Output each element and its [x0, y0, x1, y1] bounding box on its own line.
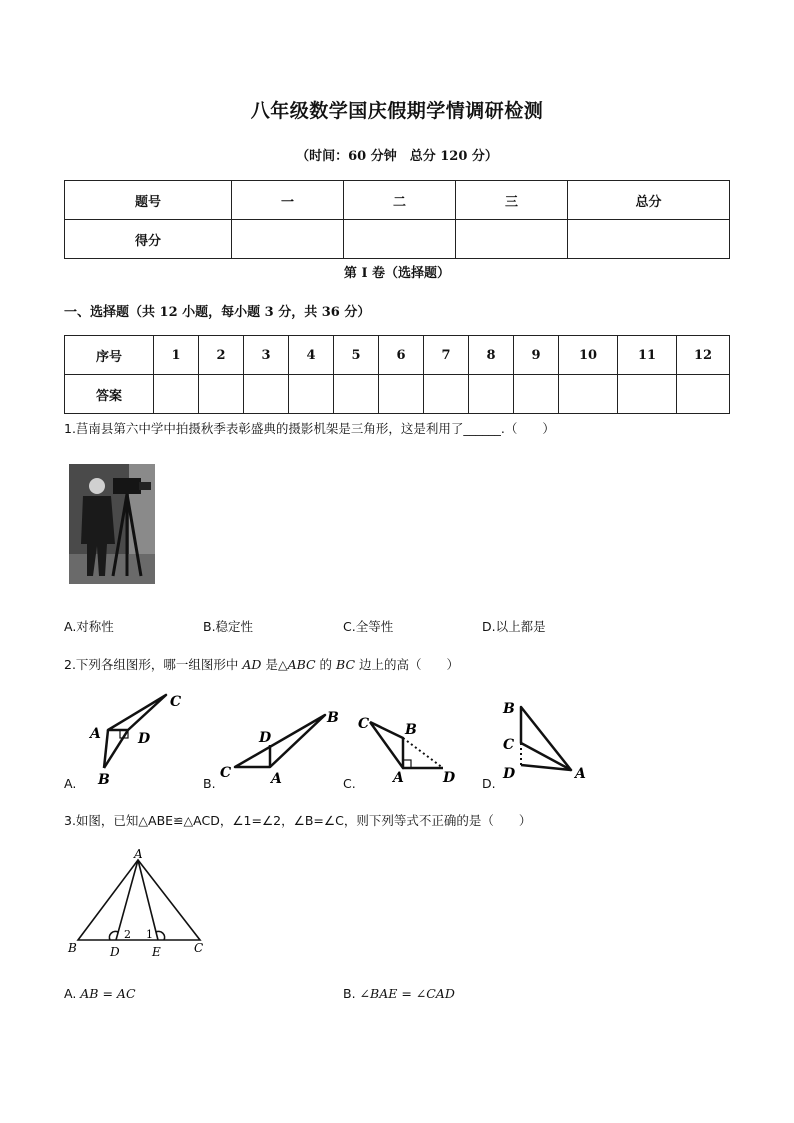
question-number: 9 — [514, 336, 559, 375]
angle-label: 1 — [146, 928, 153, 941]
score-input-cell[interactable] — [568, 220, 730, 259]
q2-text-part: 是△ — [261, 657, 288, 672]
vertex-label: B — [98, 772, 110, 788]
vertex-label: B — [503, 701, 515, 717]
q2-segment-ad: AD — [242, 657, 262, 672]
vertex-label: B — [68, 941, 77, 955]
question-number: 4 — [289, 336, 334, 375]
question-number: 10 — [559, 336, 618, 375]
vertex-label: D — [110, 945, 120, 959]
vertex-label: A — [393, 770, 404, 786]
question-number: 8 — [469, 336, 514, 375]
q2-option-a[interactable]: A. — [64, 776, 77, 791]
vertex-label: D — [259, 730, 272, 746]
answer-cell[interactable] — [379, 375, 424, 414]
vertex-label: D — [443, 770, 456, 786]
q1-option-c[interactable]: C.全等性 — [343, 619, 394, 634]
question-1-text: 1.莒南县第六中学中拍摄秋季表彰盛典的摄影机架是三角形，这是利用了______.（ ） — [64, 421, 555, 436]
vertex-label: A — [575, 766, 586, 782]
option-letter: A. — [64, 986, 81, 1001]
q3-figure — [66, 848, 216, 960]
question-number: 6 — [379, 336, 424, 375]
score-table — [64, 180, 730, 259]
vertex-label: C — [358, 716, 370, 732]
q2-option-c[interactable]: C. — [343, 776, 356, 791]
vertex-label: C — [503, 737, 515, 753]
option-letter: B. — [343, 986, 360, 1001]
score-header-cell: 一 — [232, 181, 344, 220]
question-number: 1 — [154, 336, 199, 375]
q2-figure-d — [495, 695, 595, 790]
vertex-label: B — [327, 710, 339, 726]
vertex-label: B — [405, 722, 417, 738]
question-number: 11 — [618, 336, 677, 375]
answer-cell[interactable] — [334, 375, 379, 414]
q3-option-b[interactable] — [343, 986, 455, 1001]
vertex-label: A — [271, 771, 282, 785]
option-text: AB = AC — [80, 986, 136, 1001]
q1-option-b[interactable]: B.稳定性 — [203, 619, 254, 634]
answer-cell[interactable] — [618, 375, 677, 414]
q2-option-b[interactable]: B. — [203, 776, 216, 791]
score-header-cell: 题号 — [65, 181, 232, 220]
q2-text-part: 的 — [315, 657, 337, 672]
answer-cell[interactable] — [289, 375, 334, 414]
score-input-cell[interactable] — [344, 220, 456, 259]
vertex-label: D — [503, 766, 516, 782]
answer-cell[interactable] — [424, 375, 469, 414]
q2-text-part: 边上的高（ ） — [355, 657, 459, 672]
vertex-label: C — [170, 694, 182, 710]
q2-side-bc: BC — [336, 657, 356, 672]
answer-cell[interactable] — [559, 375, 618, 414]
q1-option-d[interactable]: D.以上都是 — [482, 619, 546, 634]
q3-option-a[interactable] — [64, 986, 136, 1001]
question-number: 7 — [424, 336, 469, 375]
q1-option-a[interactable]: A.对称性 — [64, 619, 114, 634]
vertex-label: A — [134, 848, 143, 861]
question-number: 12 — [677, 336, 730, 375]
vertex-label: A — [90, 726, 101, 742]
question-number: 2 — [199, 336, 244, 375]
answer-cell[interactable] — [244, 375, 289, 414]
vertex-label: C — [194, 941, 204, 955]
camera-tripod-photo — [69, 464, 155, 584]
photo-illustration — [69, 464, 155, 584]
q2-text-part: 2.下列各组图形，哪一组图形中 — [64, 657, 243, 672]
page-title: 八年级数学国庆假期学情调研检测 — [250, 100, 544, 122]
q2-triangle-abc: ABC — [287, 657, 316, 672]
score-input-cell[interactable] — [232, 220, 344, 259]
question-3-text: 3.如图，已知△ABE≌△ACD，∠1=∠2，∠B=∠C，则下列等式不正确的是（ ） — [64, 813, 532, 828]
section-heading: 一、选择题（共 12 小题，每小题 3 分，共 36 分） — [64, 305, 371, 320]
vertex-label: C — [220, 765, 232, 781]
answer-cell[interactable] — [154, 375, 199, 414]
answer-table — [64, 335, 730, 414]
score-input-cell[interactable] — [456, 220, 568, 259]
angle-label: 2 — [124, 928, 131, 941]
q2-figure-b — [215, 705, 345, 785]
answer-table-label: 序号 — [65, 336, 154, 375]
score-header-cell: 二 — [344, 181, 456, 220]
part-title: 第 I 卷（选择题） — [343, 266, 451, 281]
q2-option-d[interactable]: D. — [482, 776, 496, 791]
answer-cell[interactable] — [677, 375, 730, 414]
option-text: ∠BAE = ∠CAD — [359, 986, 455, 1001]
answer-cell[interactable] — [199, 375, 244, 414]
question-2-text — [64, 655, 459, 673]
exam-subtitle: （时间：60 分钟 总分 120 分） — [296, 149, 498, 164]
q2-figure-a — [80, 688, 190, 788]
vertex-label: D — [138, 731, 151, 747]
question-number: 5 — [334, 336, 379, 375]
answer-cell[interactable] — [469, 375, 514, 414]
answer-table-label: 答案 — [65, 375, 154, 414]
vertex-label: E — [152, 945, 161, 959]
score-header-cell: 三 — [456, 181, 568, 220]
question-number: 3 — [244, 336, 289, 375]
q2-figure-c — [355, 710, 465, 790]
answer-cell[interactable] — [514, 375, 559, 414]
score-header-cell: 总分 — [568, 181, 730, 220]
score-row-label: 得分 — [65, 220, 232, 259]
